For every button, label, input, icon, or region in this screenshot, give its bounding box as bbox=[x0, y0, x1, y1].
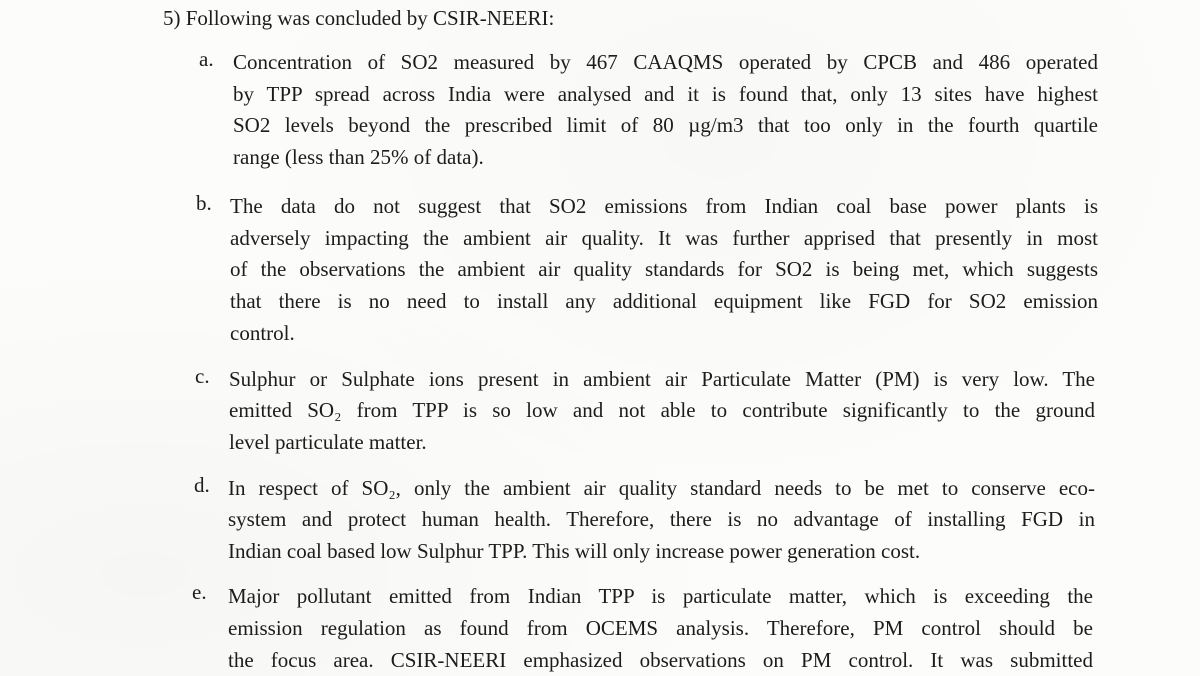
text-line: SO2 levels beyond the prescribed limit of 80 µg/m3 that too only in the fourth quartile bbox=[233, 113, 1098, 138]
text-line: level particulate matter. bbox=[229, 429, 427, 454]
text-line: Indian coal based low Sulphur TPP. This will only increase power generation cost. bbox=[228, 538, 921, 563]
list-item-text bbox=[230, 191, 1098, 350]
list-marker: c. bbox=[195, 364, 210, 388]
text-line: Sulphur or Sulphate ions present in ambient air Particulate Matter (PM) is very low. The bbox=[229, 367, 1095, 391]
list-item-text bbox=[233, 47, 1098, 174]
text-line: The data do not suggest that SO2 emissions from Indian coal base power plants is bbox=[230, 194, 1098, 218]
text-line: by TPP spread across India were analysed and it is found that, only 13 sites have highest bbox=[233, 81, 1098, 106]
text-line: system and protect human health. Therefore, there is no advantage of installing FGD in bbox=[228, 507, 1095, 532]
text-line: emitted SO₂ from TPP is so low and not able to contribute significantly to the ground bbox=[229, 398, 1095, 423]
text-line: the focus area. CSIR-NEERI emphasized observations on PM control. It was submitted bbox=[228, 648, 1093, 672]
text-line: Major pollutant emitted from Indian TPP is particulate matter, which is exceeding the bbox=[228, 584, 1093, 608]
list-item-text bbox=[229, 364, 1095, 458]
list-marker: b. bbox=[196, 191, 212, 215]
text-line: that there is no need to install any additional equipment like FGD for SO2 emission bbox=[230, 289, 1098, 314]
section-heading: 5) Following was concluded by CSIR-NEERI: bbox=[163, 6, 555, 30]
text-line: emission regulation as found from OCEMS analysis. Therefore, PM control should be bbox=[228, 616, 1093, 640]
list-marker: d. bbox=[194, 473, 210, 497]
text-line: of the observations the ambient air quality standards for SO2 is being met, which suggests bbox=[230, 257, 1098, 282]
text-line: In respect of SO₂, only the ambient air quality standard needs to be met to conserve eco- bbox=[228, 476, 1095, 500]
list-marker: e. bbox=[192, 580, 207, 604]
list-item-text bbox=[228, 580, 1093, 676]
text-line: control. bbox=[230, 320, 295, 345]
list-item-text bbox=[228, 473, 1095, 567]
text-line: Concentration of SO2 measured by 467 CAAQMS operated by CPCB and 486 operated bbox=[233, 50, 1098, 74]
text-line: range (less than 25% of data). bbox=[233, 145, 484, 170]
text-line: adversely impacting the ambient air quality. It was further apprised that presently in most bbox=[230, 225, 1098, 250]
list-marker: a. bbox=[199, 47, 214, 71]
